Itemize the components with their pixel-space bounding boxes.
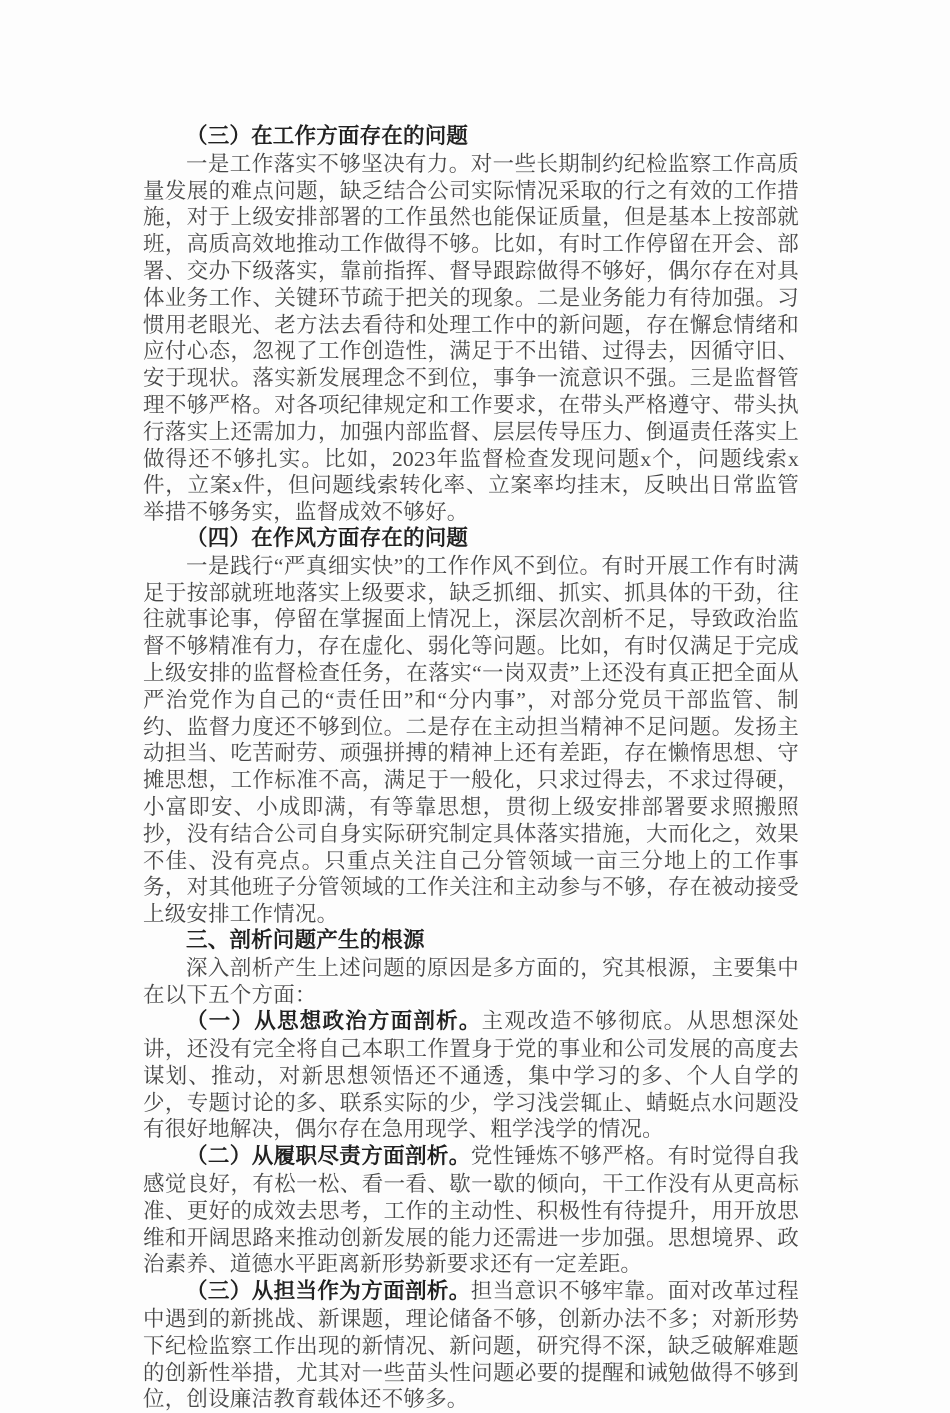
section-heading-text: 三、剖析问题产生的根源	[186, 927, 425, 953]
paragraph-text: 担当意识不够牢靠。面对改革过程中遇到的新挑战、新课题，理论储备不够，创新办法不多；对新形势下纪检监察工作出现的新情况、新问题，研究得不深，缺乏破解难题的创新性举措，尤其对一些苗头性问题必要的提醒和诫勉做得不够到位，创设廉洁教育载体还不够多。	[143, 1279, 799, 1412]
paragraph-text: 党性锤炼不够严格。有时觉得自我感觉良好，有松一松、看一看、歇一歇的倾向，干工作没有从更高标准、更好的成效去思考，工作的主动性、积极性有待提升，用开放思维和开阔思路来推动创新发展的能力还需进一步加强。思想境界、政治素养、道德水平距离新形势新要求还有一定差距。	[143, 1144, 799, 1277]
section-heading	[143, 928, 799, 955]
section-heading-text: （三）在工作方面存在的问题	[186, 124, 469, 149]
paragraph-text: 一是践行“严真细实快”的工作作风不到位。有时开展工作有时满足于按部就班地落实上级要求，缺乏抓细、抓实、抓具体的干劲，往往就事论事，停留在掌握面上情况上，深层次剖析不足，导致政治监督不够精准有力，存在虚化、弱化等问题。比如，有时仅满足于完成上级安排的监督检查任务，在落实“一岗双责”上还没有真正把全面从严治党作为自己的“责任田”和“分内事”，对部分党员干部监管、制约、监督力度还不够到位。二是存在主动担当精神不足问题。发扬主动担当、吃苦耐劳、顽强拼搏的精神上还有差距，存在懒惰思想、守摊思想，工作标准不高，满足于一般化，只求过得去，不求过得硬，小富即安、小成即满，有等靠思想，贯彻上级安排部署要求照搬照抄，没有结合公司自身实际研究制定具体落实措施，大而化之，效果不佳、没有亮点。只重点关注自己分管领域一亩三分地上的工作事务，对其他班子分管领域的工作关注和主动参与不够，存在被动接受上级安排工作情况。	[143, 553, 799, 927]
section-heading	[143, 526, 799, 553]
paragraph	[143, 955, 799, 1009]
document-body	[143, 124, 799, 1413]
section-heading	[143, 124, 799, 151]
paragraph-text: 一是工作落实不够坚决有力。对一些长期制约纪检监察工作高质量发展的难点问题，缺乏结合公司实际情况采取的行之有效的工作措施，对于上级安排部署的工作虽然也能保证质量，但是基本上按部就班，高质高效地推动工作做得不够。比如，有时工作停留在开会、部署、交办下级落实，靠前指挥、督导跟踪做得不够好，偶尔存在对具体业务工作、关键环节疏于把关的现象。二是业务能力有待加强。习惯用老眼光、老方法去看待和处理工作中的新问题，存在懈怠情绪和应付心态，忽视了工作创造性，满足于不出错、过得去，因循守旧、安于现状。落实新发展理念不到位，事争一流意识不强。三是监督管理不够严格。对各项纪律规定和工作要求，在带头严格遵守、带头执行落实上还需加力，加强内部监督、层层传导压力、倒逼责任落实上做得还不够扎实。比如，2023年监督检查发现问题x个，问题线索x件，立案x件，但问题线索转化率、立案率均挂末，反映出日常监管举措不够务实，监督成效不够好。	[143, 151, 799, 525]
paragraph	[143, 151, 799, 526]
paragraph-text: 深入剖析产生上述问题的原因是多方面的，究其根源，主要集中在以下五个方面：	[143, 955, 799, 1007]
section-heading-text: （四）在作风方面存在的问题	[186, 525, 469, 551]
paragraph-bold-lead: （三）从担当作为方面剖析。	[186, 1279, 471, 1305]
paragraph	[143, 553, 799, 928]
paragraph	[143, 1143, 799, 1278]
paragraph	[143, 1008, 799, 1143]
paragraph-bold-lead: （二）从履职尽责方面剖析。	[186, 1144, 471, 1170]
paragraph-bold-lead: （一）从思想政治方面剖析。	[186, 1009, 482, 1035]
paragraph-text: 主观改造不够彻底。从思想深处讲，还没有完全将自己本职工作置身于党的事业和公司发展的高度去谋划、推动，对新思想领悟还不通透，集中学习的多、个人自学的少，专题讨论的多、联系实际的少，学习浅尝辄止、蜻蜓点水问题没有很好地解决，偶尔存在急用现学、粗学浅学的情况。	[143, 1009, 799, 1142]
paragraph	[143, 1278, 799, 1413]
